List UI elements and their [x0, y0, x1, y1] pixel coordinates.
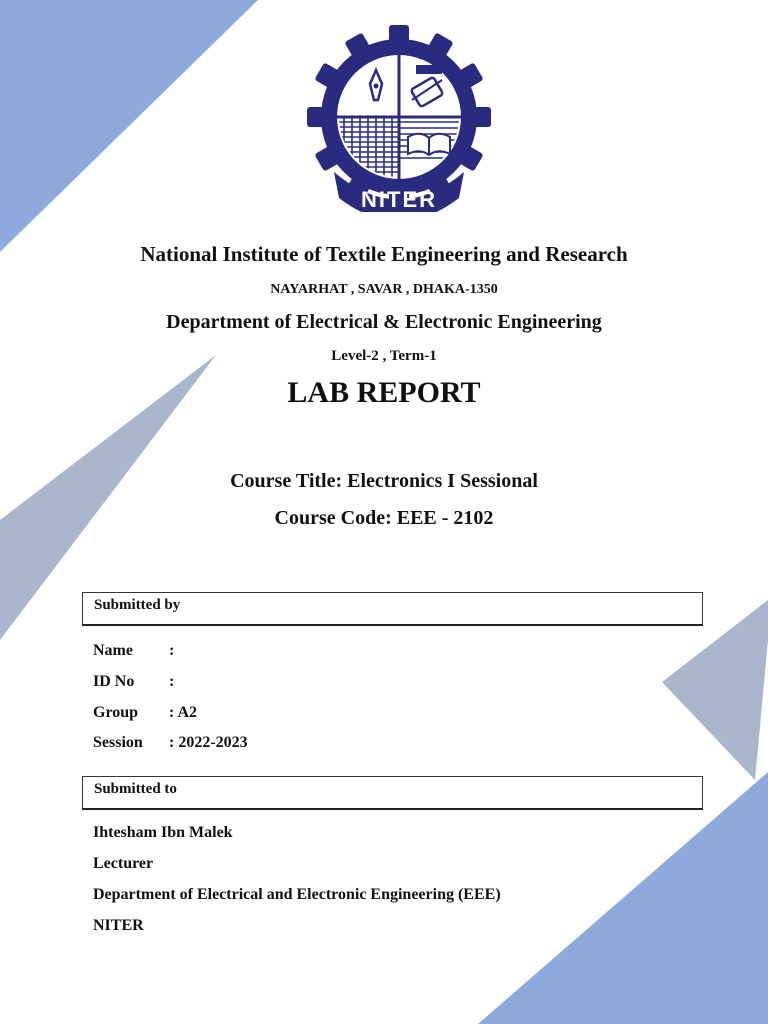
supervisor-department: Department of Electrical and Electronic Engineering (EEE)	[93, 886, 501, 903]
name-value: :	[169, 642, 175, 659]
department-name: Department of Electrical & Electronic Engineering	[166, 311, 602, 333]
session-label: Session	[93, 734, 143, 751]
submitted-to-box	[82, 776, 703, 810]
session-row	[93, 734, 248, 752]
group-label: Group	[93, 704, 139, 721]
session-value: : 2022-2023	[169, 734, 248, 751]
submitted-to-heading: Submitted to	[94, 781, 177, 797]
report-title: LAB REPORT	[287, 376, 481, 409]
svg-text:NITER: NITER	[361, 187, 437, 212]
top-left-blue-triangle	[0, 0, 258, 252]
submitted-by-heading: Submitted by	[94, 597, 181, 613]
id-row	[93, 673, 174, 691]
right-gray-triangle	[662, 600, 768, 780]
course-title: Course Title: Electronics I Sessional	[230, 470, 538, 492]
level-term: Level-2 , Term-1	[331, 348, 437, 364]
group-value: : A2	[169, 704, 197, 721]
group-row	[93, 704, 197, 722]
course-code: Course Code: EEE - 2102	[274, 507, 494, 529]
supervisor-designation: Lecturer	[93, 855, 154, 872]
name-label: Name	[93, 642, 133, 659]
institute-name: National Institute of Textile Engineering and Research	[140, 242, 628, 266]
niter-logo-icon	[304, 22, 494, 212]
supervisor-name: Ihtesham Ibn Malek	[93, 824, 233, 841]
name-row	[93, 642, 174, 660]
id-label: ID No	[93, 673, 135, 690]
submitted-by-box	[82, 592, 703, 626]
id-value: :	[169, 673, 175, 690]
institute-address: NAYARHAT , SAVAR , DHAKA-1350	[270, 282, 498, 297]
supervisor-institution: NITER	[93, 917, 144, 934]
